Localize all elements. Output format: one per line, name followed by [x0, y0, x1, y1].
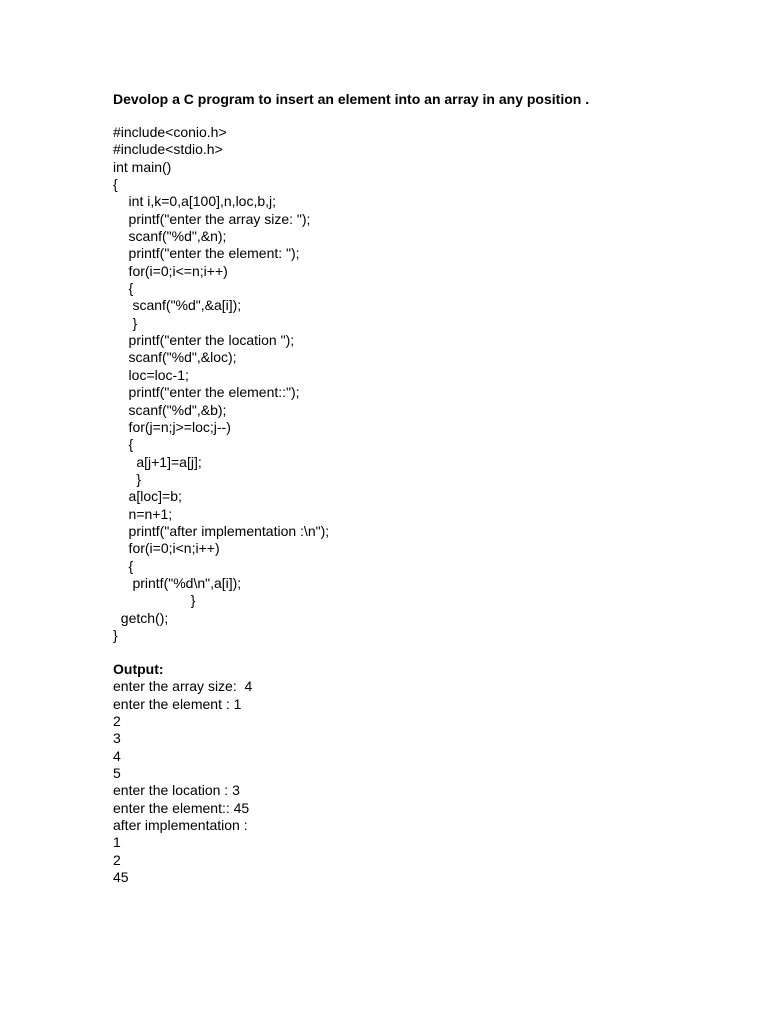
code-line: for(j=n;j>=loc;j--) [113, 418, 231, 435]
code-line: printf("after implementation :\n"); [113, 522, 330, 539]
code-line: } [113, 626, 118, 643]
code-line: for(i=0;i<=n;i++) [113, 262, 228, 279]
code-line: { [113, 557, 134, 574]
code-line: int i,k=0,a[100],n,loc,b,j; [113, 193, 277, 210]
output-line: enter the array size: 4 [113, 678, 253, 695]
code-line: printf("enter the array size: "); [113, 210, 311, 227]
code-line: scanf("%d",&a[i]); [113, 297, 242, 314]
code-line: scanf("%d",&n); [113, 228, 227, 245]
code-line: getch(); [113, 609, 169, 626]
code-line: { [113, 280, 134, 297]
code-line: scanf("%d",&loc); [113, 349, 237, 366]
output-section [113, 661, 252, 886]
output-line: after implementation : [113, 817, 248, 834]
code-line: int main() [113, 158, 172, 175]
code-line: printf("%d\n",a[i]); [113, 574, 242, 591]
code-line: #include<conio.h> [113, 124, 227, 140]
output-line: enter the element:: 45 [113, 799, 250, 816]
output-heading: Output: [113, 661, 164, 677]
code-line: } [113, 592, 196, 609]
code-line: { [113, 176, 118, 193]
code-line: for(i=0;i<n;i++) [113, 540, 220, 557]
output-line: 2 [113, 713, 121, 730]
code-line: } [113, 470, 142, 487]
code-listing [113, 124, 329, 644]
output-line: 1 [113, 834, 121, 851]
document-title: Devolop a C program to insert an element into an array in any position . [113, 91, 590, 107]
output-line: 5 [113, 765, 121, 782]
output-line: 4 [113, 747, 121, 764]
code-line: scanf("%d",&b); [113, 401, 227, 418]
code-line: a[loc]=b; [113, 488, 182, 505]
code-line: a[j+1]=a[j]; [113, 453, 202, 470]
output-line: enter the element : 1 [113, 695, 242, 712]
code-line: printf("enter the element::"); [113, 384, 300, 401]
output-line: 2 [113, 851, 121, 868]
code-line: } [113, 314, 138, 331]
code-line: #include<stdio.h> [113, 141, 223, 158]
code-line: printf("enter the location "); [113, 332, 295, 349]
code-line: { [113, 436, 134, 453]
code-line: n=n+1; [113, 505, 173, 522]
output-line: 45 [113, 869, 129, 886]
code-line: loc=loc-1; [113, 366, 189, 383]
code-line: printf("enter the element: "); [113, 245, 300, 262]
output-line: 3 [113, 730, 121, 747]
output-line: enter the location : 3 [113, 782, 240, 799]
